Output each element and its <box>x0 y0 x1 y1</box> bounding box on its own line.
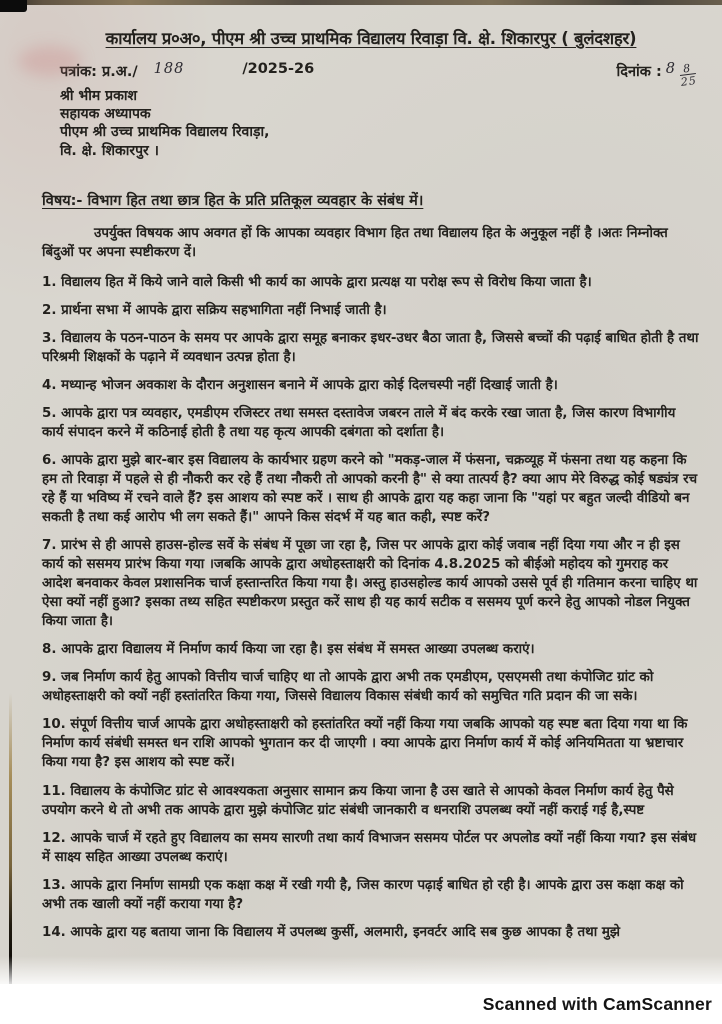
reference-row <box>60 61 700 87</box>
camscanner-watermark: Scanned with CamScanner <box>482 993 712 1014</box>
date-fraction-handwritten <box>679 62 698 88</box>
addressee-block-area: वि. क्षे. शिकारपुर । <box>60 142 159 159</box>
intro-paragraph: उपर्युक्त विषयक आप अवगत हों कि आपका व्यवहार विभाग हित तथा विद्यालय हित के अनुकूल नहीं है ।अतः निम्नोक्त बिंदुओं पर अपना स्पष्टीकरण दें। <box>42 225 668 260</box>
scan-top-edge-artifact <box>0 0 722 5</box>
point-1: 1. विद्यालय हित में किये जाने वाले किसी भी कार्य का आपके द्वारा प्रत्यक्ष या परोक्ष रूप से विरोध किया जाता है। <box>42 274 592 290</box>
date-label: दिनांक : <box>616 64 662 80</box>
date-fraction-month: 8 <box>682 61 692 76</box>
point-2: 2. प्रार्थना सभा में आपके द्वारा सक्रिय सहभागिता नहीं निभाई जाती है। <box>42 302 387 318</box>
scan-left-streak-artifact <box>9 693 12 991</box>
scan-corner-artifact <box>0 0 27 12</box>
addressee-designation: सहायक अध्यापक <box>60 106 151 123</box>
office-header-title: कार्यालय प्र०अ०, पीएम श्री उच्च प्राथमिक विद्यालय रिवाड़ा वि. क्षे. शिकारपुर ( बुलंदशहर) <box>105 29 637 48</box>
date-block <box>617 61 700 87</box>
point-8: 8. आपके द्वारा विद्यालय में निर्माण कार्य किया जा रहा है। इस संबंध में समस्त आख्या उपलब्ध कराएं। <box>42 642 535 658</box>
addressee-school: पीएम श्री उच्च प्राथमिक विद्यालय रिवाड़ा, <box>60 124 270 141</box>
addressee-name: श्री भीम प्रकाश <box>60 88 137 104</box>
point-12: 12. आपके चार्ज में रहते हुए विद्यालय का समय सारणी तथा कार्य विभाजन ससमय पोर्टल पर अपलोड क्यों नहीं किया गया? इस संबंध में साक्ष्य सहित आख्या उपलब्ध कराएं। <box>42 830 697 865</box>
letter-number-label: पत्रांक: प्र.अ./ <box>60 64 138 80</box>
point-3: 3. विद्यालय के पठन-पाठन के समय पर आपके द्वारा समूह बनाकर इधर-उधर बैठा जाता है, जिससे बच्चों की पढ़ाई बाधित होती है तथा परिश्रमी शिक्षकों के पढ़ाने में व्यवधान उत्पन्न होता है। <box>42 330 699 365</box>
point-7: 7. प्रारंभ से ही आपसे हाउस-होल्ड सर्वे के संबंध में पूछा जा रहा है, जिस पर आपके द्वारा कोई जवाब नहीं दिया गया और न ही इस कार्य को ससमय प्रारंभ किया गया ।जबकि आपके द्वारा अधोहस्ताक्षरी को दिनांक 4.8.2025 को बीईओ महोदय को गुमराह कर आदेश बनवाकर केवल प्रशासनिक चार्ज हस्तान्तरित किया गया है। अस्तु हाउसहोल्ड कार्य आपको उससे पूर्व ही गतिमान करना चाहिए था ऐसा क्यों नहीं हुआ? इसका तथ्य सहित स्पष्टीकरण प्रस्तुत करें साथ ही यह कार्य सटीक व ससमय पूर्ण करने हेतु आपको नोडल नियुक्त किया जाता है। <box>42 538 698 630</box>
point-13: 13. आपके द्वारा निर्माण सामग्री एक कक्षा कक्ष में रखी गयी है, जिस कारण पढ़ाई बाधित हो रही है। आपके द्वारा उस कक्षा कक्ष को अभी तक खाली क्यों नहीं कराया गया है? <box>42 877 684 912</box>
point-10: 10. संपूर्ण वित्तीय चार्ज आपके द्वारा अधोहस्ताक्षरी को हस्तांतरित क्यों नहीं किया गया जबकि आपको यह स्पष्ट बता दिया गया था कि निर्माण कार्य संबंधी समस्त धन राशि आपको भुगतान कर दी जाएगी । क्या आपके द्वारा निर्माण कार्य में कोई अनियमितता या भ्रष्टाचार किया गया है? इस आशय को स्पष्ट करें। <box>42 717 688 771</box>
point-14: 14. आपके द्वारा यह बताया जाना कि विद्यालय में उपलब्ध कुर्सी, अलमारी, इनवर्टर आदि सब कुछ आपका है तथा मुझे <box>42 924 620 940</box>
point-11: 11. विद्यालय के कंपोजिट ग्रांट से आवश्यकता अनुसार सामान क्रय किया जाना है उस खाते से आपको केवल निर्माण कार्य हेतु पैसे उपयोग करने थे तो अभी तक आपके द्वारा मुझे कंपोजिट ग्रांट संबंधी जानकारी व धनराशि उपलब्ध क्यों नहीं कराई गई है,स्पष्ट <box>42 783 674 818</box>
scan-smudge-artifact <box>18 46 82 76</box>
scan-bottom-fade <box>0 956 722 984</box>
addressee-block <box>60 87 700 160</box>
point-6: 6. आपके द्वारा मुझे बार-बार इस विद्यालय के कार्यभार ग्रहण करने को "मकड़-जाल में फंसना, चक्रव्यूह में फंसना तथा यह कहना कि हम तो रिवाड़ा में पहले से ही नौकरी कर रहे हैं तथा नौकरी तो आपको करनी है" से क्या तात्पर्य है? क्या आप मेरे विरुद्ध कोई षड्यंत्र रच रहे हैं या भविष्य में रचने वाले हैं? इस आशय को स्पष्ट करें । साथ ही आपके द्वारा यह कहा जाना कि "यहां पर बहुत जल्दी वीडियो बन सकती है तथा कई आरोप भी लग सकते हैं।" आपने किस संदर्भ में यह बात कही, स्पष्ट करें? <box>42 453 698 526</box>
point-5: 5. आपके द्वारा पत्र व्यवहार, एमडीएम रजिस्टर तथा समस्त दस्तावेज जबरन ताले में बंद करके रखा जाता है, जिस कारण विभागीय कार्य संपादन करने में कठिनाई होती है तथा यह कृत्य आपकी दबंगता को दर्शाता है। <box>42 405 676 440</box>
date-day-handwritten: 8 <box>665 61 676 77</box>
letter-year: /2025-26 <box>242 61 315 77</box>
point-4: 4. मध्यान्ह भोजन अवकाश के दौरान अनुशासन बनाने में आपके द्वारा कोई दिलचस्पी नहीं दिखाई जाती है। <box>42 377 558 393</box>
point-9: 9. जब निर्माण कार्य हेतु आपको वित्तीय चार्ज चाहिए था तो आपके द्वारा अभी तक एमडीएम, एसएमसी तथा कंपोजिट ग्रांट को अधोहस्ताक्षरी को क्यों नहीं हस्तांतरित किया गया, जिससे विद्यालय विकास संबंधी कार्य को समुचित गति प्रदान की जा सके। <box>42 670 654 705</box>
date-fraction-year: 25 <box>680 74 698 89</box>
subject-line: विषय:- विभाग हित तथा छात्र हित के प्रति प्रतिकूल व्यवहार के संबंध में। <box>42 192 424 209</box>
camscanner-footer <box>0 984 722 1024</box>
letter-number-handwritten: 188 <box>153 61 185 77</box>
